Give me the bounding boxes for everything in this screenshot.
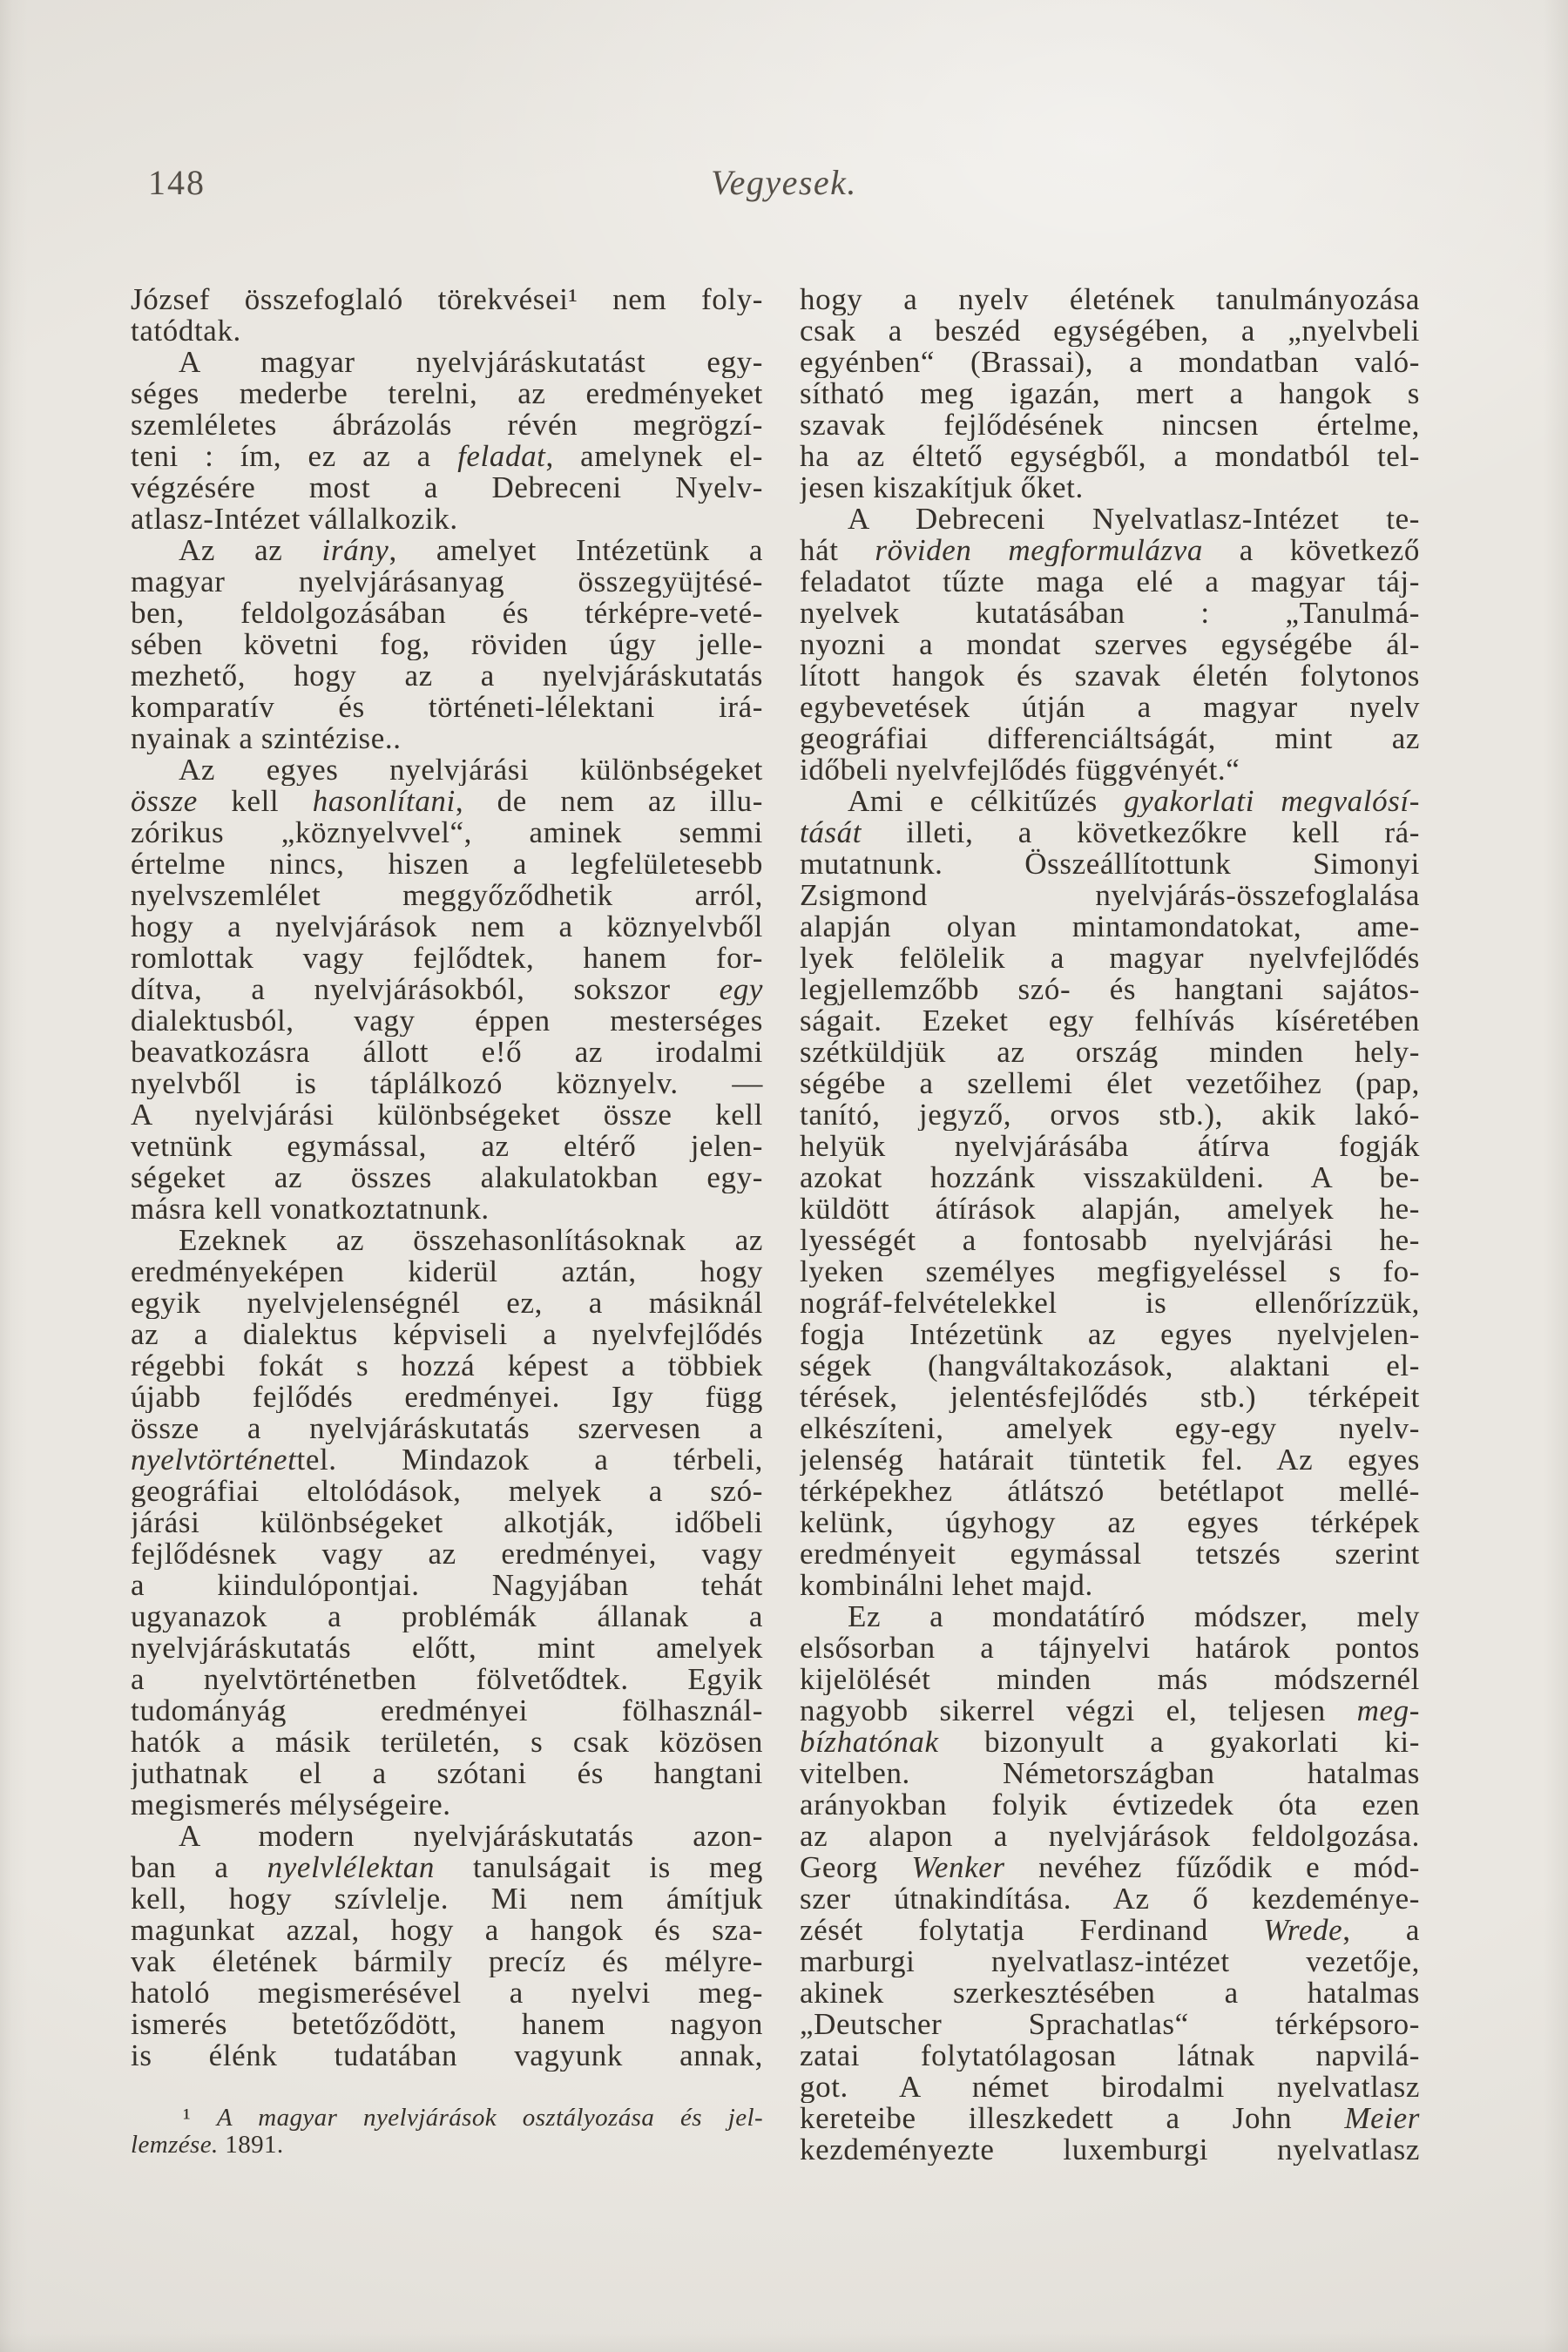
text-line: fejlődésnek vagy az eredményei, vagy [131, 1538, 763, 1570]
text-line: Zsigmond nyelvjárás-összefoglalása [800, 880, 1420, 911]
text-line: geográfiai eltolódások, melyek a szó- [131, 1476, 763, 1507]
text-line: elsősorban a tájnyelvi határok pontos [800, 1632, 1420, 1664]
text-line: tatódtak. [131, 315, 241, 347]
text-line: Ezeknek az összehasonlításoknak az [179, 1225, 763, 1256]
text-line: régebbi fokát s hozzá képest a többiek [131, 1350, 763, 1382]
text-line: nagyobb sikerrel végzi el, teljesen meg- [800, 1695, 1420, 1727]
text-line: sítható meg igazán, mert a hangok s [800, 378, 1420, 409]
text-line: alapján olyan mintamondatokat, ame- [800, 911, 1420, 943]
text-line: jesen kiszakítjuk őket. [800, 472, 1084, 504]
text-line: Az egyes nyelvjárási különbségeket [179, 754, 763, 786]
text-line: ugyanazok a problémák állanak a [131, 1601, 763, 1632]
text-line: atlasz-Intézet vállalkozik. [131, 504, 458, 535]
text-line: hatoló megismerésével a nyelvi meg- [131, 1977, 763, 2009]
text-line: is élénk tudatában vagyunk annak, [131, 2040, 763, 2072]
running-title: Vegyesek. [711, 163, 857, 202]
text-line: Ez a mondatátíró módszer, mely [848, 1601, 1420, 1632]
text-line: újabb fejlődés eredményei. Igy függ [131, 1382, 763, 1413]
text-line: A magyar nyelvjáráskutatást egy- [179, 347, 763, 378]
text-line: küldött átírások alapján, amelyek he- [800, 1193, 1420, 1225]
text-line: nyelvtörténettel. Mindazok a térbeli, [131, 1444, 763, 1476]
text-line: ha az éltető egységből, a mondatból tel- [800, 441, 1420, 472]
text-line: helyük nyelvjárásába átírva fogják [800, 1131, 1420, 1162]
text-line: ban a nyelvlélektan tanulságait is meg [131, 1852, 763, 1883]
text-line: szer útnakindítása. Az ő kezdeménye- [800, 1883, 1420, 1915]
text-line: zatai folytatólagosan látnak napvilá- [800, 2040, 1420, 2072]
text-line: szavak fejlődésének nincsen értelme, [800, 409, 1420, 441]
text-line: nyelvjáráskutatás előtt, mint amelyek [131, 1632, 763, 1664]
text-line: szemléletes ábrázolás révén megrögzí- [131, 409, 763, 441]
text-line: got. A német birodalmi nyelvatlasz [800, 2072, 1420, 2103]
text-line: hát röviden megformulázva a következő [800, 535, 1420, 566]
text-line: hogy a nyelvjárások nem a köznyelvből [131, 911, 763, 943]
text-line: egybevetések útján a magyar nyelv [800, 692, 1420, 723]
text-line: kell, hogy szívlelje. Mi nem ámítjuk [131, 1883, 763, 1915]
text-line: térképekhez átlátszó betétlapot mellé- [800, 1476, 1420, 1507]
text-line: kijelölését minden más módszernél [800, 1664, 1420, 1695]
text-line: marburgi nyelvatlasz-intézet vezetője, [800, 1946, 1420, 1977]
text-line: hatók a másik területén, s csak közösen [131, 1727, 763, 1758]
text-line: zórikus „köznyelvvel“, aminek semmi [131, 817, 763, 848]
text-line: vetnünk egymással, az eltérő jelen- [131, 1131, 763, 1162]
text-line: vak életének bármily precíz és mélyre- [131, 1946, 763, 1977]
text-line: az a dialektus képviseli a nyelvfejlődés [131, 1319, 763, 1350]
text-line: jelenség határait tüntetik fel. Az egyes [800, 1444, 1420, 1476]
text-line: egyénben“ (Brassai), a mondatban való- [800, 347, 1420, 378]
text-line: beavatkozásra állott e!ő az irodalmi [131, 1037, 763, 1068]
text-line: séges mederbe terelni, az eredményeket [131, 378, 763, 409]
text-line: tudományág eredményei fölhasznál- [131, 1695, 763, 1727]
text-line: Az az irány, amelyet Intézetünk a [179, 535, 763, 566]
running-head [0, 162, 1568, 204]
text-line: nyelvből is táplálkozó köznyelv. — [131, 1068, 763, 1099]
text-line: nyelvek kutatásában : „Tanulmá- [800, 598, 1420, 629]
text-line: megismerés mélységeire. [131, 1789, 451, 1821]
text-line: komparatív és történeti-lélektani irá- [131, 692, 763, 723]
text-line: értelme nincs, hiszen a legfelületesebb [131, 848, 763, 880]
text-line: ságait. Ezeket egy felhívás kíséretében [800, 1005, 1420, 1037]
text-line: bízhatónak bizonyult a gyakorlati ki- [800, 1727, 1420, 1758]
text-line: magunkat azzal, hogy a hangok és sza- [131, 1915, 763, 1946]
text-line: csak a beszéd egységében, a „nyelvbeli [800, 315, 1420, 347]
text-line: dítva, a nyelvjárásokból, sokszor egy [131, 974, 763, 1005]
text-line: szétküldjük az ország minden hely- [800, 1037, 1420, 1068]
text-line: lyek felölelik a magyar nyelvfejlődés [800, 943, 1420, 974]
text-line: lyeken személyes megfigyeléssel s fo- [800, 1256, 1420, 1288]
text-line: térések, jelentésfejlődés stb.) térképeit [800, 1382, 1420, 1413]
text-line: romlottak vagy fejlődtek, hanem for- [131, 943, 763, 974]
text-line: sében követni fog, röviden úgy jelle- [131, 629, 763, 660]
text-line: járási különbségeket alkotják, időbeli [131, 1507, 763, 1538]
text-line: mezhető, hogy az a nyelvjáráskutatás [131, 660, 763, 692]
text-line: nyozni a mondat szerves egységébe ál- [800, 629, 1420, 660]
text-line: Ami e célkitűzés gyakorlati megvalósí- [848, 786, 1420, 817]
text-line: ¹ A magyar nyelvjárások osztályozása és jel- [183, 2105, 763, 2132]
text-line: arányokban folyik évtizedek óta ezen [800, 1789, 1420, 1821]
text-line: hogy a nyelv életének tanulmányozása [800, 284, 1420, 315]
text-line: geográfiai differenciáltságát, mint az [800, 723, 1420, 754]
text-line: kelünk, úgyhogy az egyes térképek [800, 1507, 1420, 1538]
text-line: nyelvszemlélet meggyőződhetik arról, [131, 880, 763, 911]
text-line: juthatnak el a szótani és hangtani [131, 1758, 763, 1789]
text-line: feladatot tűzte maga elé a magyar táj- [800, 566, 1420, 598]
text-line: „Deutscher Sprachatlas“ térképsoro- [800, 2009, 1420, 2040]
text-line: a kiindulópontjai. Nagyjában tehát [131, 1570, 763, 1601]
text-line: nográf-felvételekkel is ellenőrízzük, [800, 1288, 1420, 1319]
text-line: legjellemzőbb szó- és hangtani sajátos- [800, 974, 1420, 1005]
text-line: József összefoglaló törekvései¹ nem foly- [131, 284, 763, 315]
text-line: A modern nyelvjáráskutatás azon- [179, 1821, 763, 1852]
text-line: kezdeményezte luxemburgi nyelvatlasz [800, 2134, 1420, 2166]
text-line: lyességét a fontosabb nyelvjárási he- [800, 1225, 1420, 1256]
text-line: össze a nyelvjáráskutatás szervesen a [131, 1413, 763, 1444]
text-line: eredményeképen kiderül aztán, hogy [131, 1256, 763, 1288]
text-line: a nyelvtörténetben fölvetődtek. Egyik [131, 1664, 763, 1695]
text-line: ben, feldolgozásában és térképre-veté- [131, 598, 763, 629]
text-line: magyar nyelvjárásanyag összegyüjtésé- [131, 566, 763, 598]
text-line: ségeket az összes alakulatokban egy- [131, 1162, 763, 1193]
footnote [131, 2105, 763, 2159]
text-line: ségek (hangváltakozások, alaktani el- [800, 1350, 1420, 1382]
text-line: elkészíteni, amelyek egy-egy nyelv- [800, 1413, 1420, 1444]
text-line: végzésére most a Debreceni Nyelv- [131, 472, 763, 504]
text-line: teni : ím, ez az a feladat, amelynek el- [131, 441, 763, 472]
text-line: egyik nyelvjelenségnél ez, a másiknál [131, 1288, 763, 1319]
text-line: össze kell hasonlítani, de nem az illu- [131, 786, 763, 817]
text-line: fogja Intézetünk az egyes nyelvjelen- [800, 1319, 1420, 1350]
text-line: dialektusból, vagy éppen mesterséges [131, 1005, 763, 1037]
right-column [800, 284, 1420, 2166]
text-line: tását illeti, a következőkre kell rá- [800, 817, 1420, 848]
text-line: másra kell vonatkoztatnunk. [131, 1193, 490, 1225]
text-line: kombinálni lehet majd. [800, 1570, 1093, 1601]
text-line: kereteibe illeszkedett a John Meier [800, 2103, 1420, 2134]
text-line: lított hangok és szavak életén folytonos [800, 660, 1420, 692]
text-line: zését folytatja Ferdinand Wrede, a [800, 1915, 1420, 1946]
text-line: tanító, jegyző, orvos stb.), akik lakó- [800, 1099, 1420, 1131]
text-line: az alapon a nyelvjárások feldolgozása. [800, 1821, 1420, 1852]
text-line: azokat hozzánk visszaküldeni. A be- [800, 1162, 1420, 1193]
text-line: időbeli nyelvfejlődés függvényét.“ [800, 754, 1240, 786]
text-line: lemzése. 1891. [131, 2132, 284, 2159]
text-line: eredményeit egymással tetszés szerint [800, 1538, 1420, 1570]
page-number: 148 [148, 163, 206, 202]
text-line: ismerés betetőződött, hanem nagyon [131, 2009, 763, 2040]
text-line: A Debreceni Nyelvatlasz-Intézet te- [848, 504, 1420, 535]
text-line: A nyelvjárási különbségeket össze kell [131, 1099, 763, 1131]
text-line: mutatnunk. Összeállítottunk Simonyi [800, 848, 1420, 880]
text-line: nyainak a szintézise.. [131, 723, 402, 754]
text-line: vitelben. Németországban hatalmas [800, 1758, 1420, 1789]
text-line: ségébe a szellemi élet vezetőihez (pap, [800, 1068, 1420, 1099]
text-line: akinek szerkesztésében a hatalmas [800, 1977, 1420, 2009]
left-column [131, 284, 763, 2072]
text-line: Georg Wenker nevéhez fűződik e mód- [800, 1852, 1420, 1883]
